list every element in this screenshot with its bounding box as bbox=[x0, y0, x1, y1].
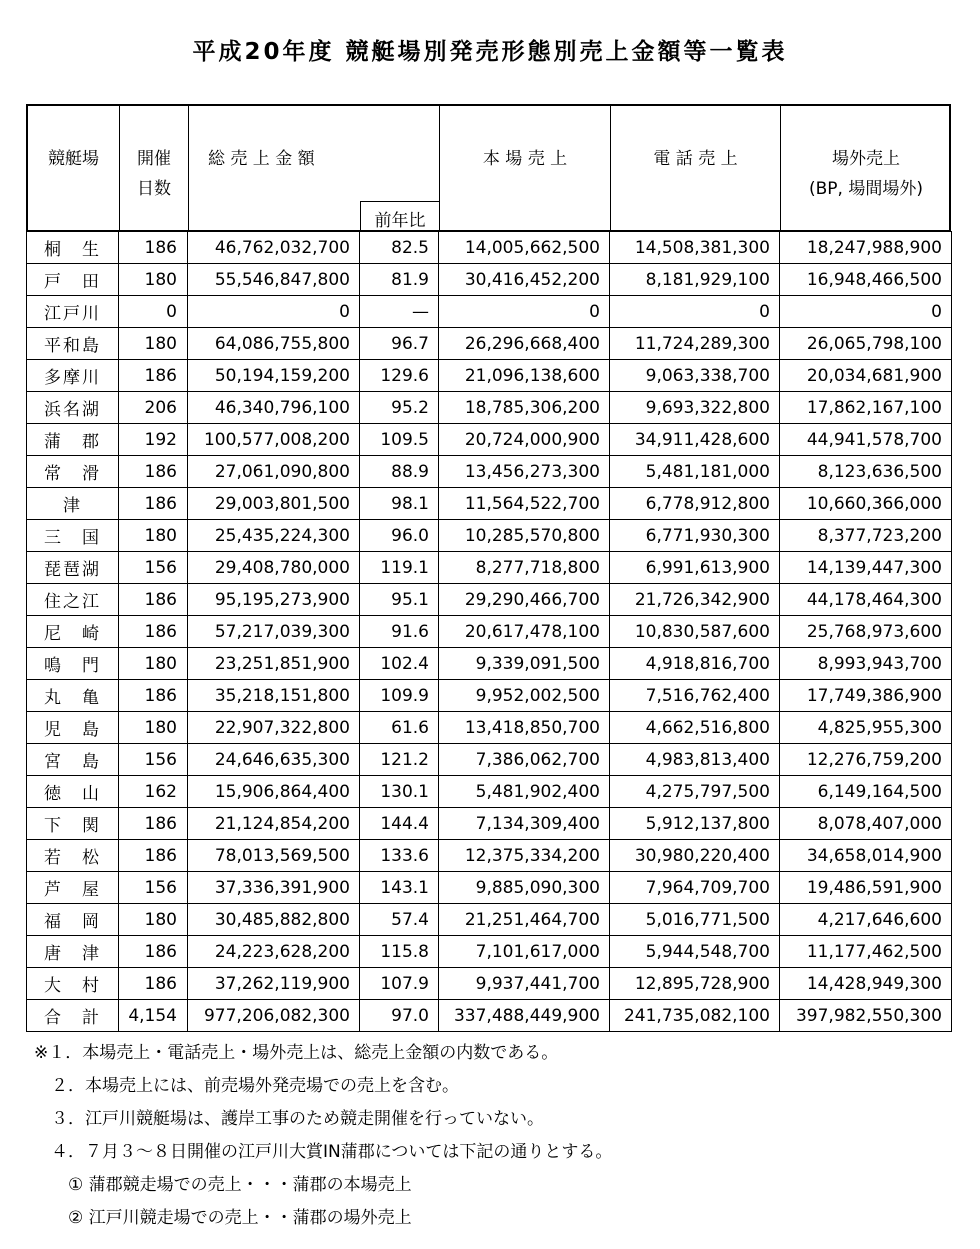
cell-days: 186 bbox=[119, 488, 188, 520]
header-off: 場外売上 bbox=[832, 149, 900, 169]
cell-phone: 8,181,929,100 bbox=[610, 264, 780, 296]
cell-days: 156 bbox=[119, 744, 188, 776]
cell-days: 156 bbox=[119, 552, 188, 584]
cell-off: 4,217,646,600 bbox=[780, 904, 952, 936]
cell-days: 156 bbox=[119, 872, 188, 904]
table-row bbox=[27, 936, 952, 968]
cell-off: 20,034,681,900 bbox=[780, 360, 952, 392]
cell-off: 44,941,578,700 bbox=[780, 424, 952, 456]
cell-off: 26,065,798,100 bbox=[780, 328, 952, 360]
total-row bbox=[27, 1000, 952, 1032]
footnotes bbox=[34, 1037, 612, 1235]
cell-main: 13,418,850,700 bbox=[439, 712, 610, 744]
cell-yoy: 102.4 bbox=[360, 648, 439, 680]
cell-total: 100,577,008,200 bbox=[188, 424, 360, 456]
cell-name: 尼 崎 bbox=[27, 616, 119, 648]
note-4-2: ② 江戸川競走場での売上・・蒲郡の場外売上 bbox=[34, 1208, 412, 1228]
table-row bbox=[27, 776, 952, 808]
cell-main: 21,251,464,700 bbox=[439, 904, 610, 936]
table-row bbox=[27, 680, 952, 712]
cell-days: 186 bbox=[119, 232, 188, 264]
table-row bbox=[27, 840, 952, 872]
cell-yoy: 109.9 bbox=[360, 680, 439, 712]
cell-total: 21,124,854,200 bbox=[188, 808, 360, 840]
cell-days: 186 bbox=[119, 360, 188, 392]
cell-days: 180 bbox=[119, 712, 188, 744]
cell-yoy: 95.1 bbox=[360, 584, 439, 616]
cell-off: 397,982,550,300 bbox=[780, 1000, 952, 1032]
header-days-2: 日数 bbox=[137, 179, 171, 199]
cell-days: 180 bbox=[119, 904, 188, 936]
cell-name: 宮 島 bbox=[27, 744, 119, 776]
cell-total: 25,435,224,300 bbox=[188, 520, 360, 552]
cell-total: 24,646,635,300 bbox=[188, 744, 360, 776]
cell-name: 住之江 bbox=[27, 584, 119, 616]
cell-phone: 30,980,220,400 bbox=[610, 840, 780, 872]
table-row bbox=[27, 360, 952, 392]
cell-phone: 5,481,181,000 bbox=[610, 456, 780, 488]
cell-total: 95,195,273,900 bbox=[188, 584, 360, 616]
cell-main: 11,564,522,700 bbox=[439, 488, 610, 520]
cell-yoy: 98.1 bbox=[360, 488, 439, 520]
cell-phone: 34,911,428,600 bbox=[610, 424, 780, 456]
table-row bbox=[27, 552, 952, 584]
cell-yoy: 133.6 bbox=[360, 840, 439, 872]
cell-phone: 4,918,816,700 bbox=[610, 648, 780, 680]
table-row bbox=[27, 968, 952, 1000]
cell-yoy: 88.9 bbox=[360, 456, 439, 488]
note-4-1: ① 蒲郡競走場での売上・・・蒲郡の本場売上 bbox=[34, 1175, 412, 1195]
cell-name: 平和島 bbox=[27, 328, 119, 360]
cell-days: 186 bbox=[119, 840, 188, 872]
note-3: ３．江戸川競艇場は、護岸工事のため競走開催を行っていない。 bbox=[34, 1109, 544, 1129]
cell-yoy: 109.5 bbox=[360, 424, 439, 456]
cell-total: 23,251,851,900 bbox=[188, 648, 360, 680]
cell-yoy: 144.4 bbox=[360, 808, 439, 840]
cell-days: 180 bbox=[119, 520, 188, 552]
cell-phone: 0 bbox=[610, 296, 780, 328]
cell-phone: 7,516,762,400 bbox=[610, 680, 780, 712]
cell-main: 30,416,452,200 bbox=[439, 264, 610, 296]
cell-total: 15,906,864,400 bbox=[188, 776, 360, 808]
header-phone: 電 話 売 上 bbox=[653, 149, 738, 169]
cell-off: 8,123,636,500 bbox=[780, 456, 952, 488]
cell-days: 186 bbox=[119, 808, 188, 840]
cell-main: 10,285,570,800 bbox=[439, 520, 610, 552]
cell-name: 芦 屋 bbox=[27, 872, 119, 904]
cell-off: 0 bbox=[780, 296, 952, 328]
cell-total: 0 bbox=[188, 296, 360, 328]
cell-total: 24,223,628,200 bbox=[188, 936, 360, 968]
sales-table bbox=[26, 231, 952, 1032]
cell-name: 大 村 bbox=[27, 968, 119, 1000]
cell-days: 186 bbox=[119, 584, 188, 616]
cell-main: 337,488,449,900 bbox=[439, 1000, 610, 1032]
cell-off: 8,078,407,000 bbox=[780, 808, 952, 840]
cell-yoy: 143.1 bbox=[360, 872, 439, 904]
cell-total: 78,013,569,500 bbox=[188, 840, 360, 872]
cell-name: 徳 山 bbox=[27, 776, 119, 808]
cell-main: 9,339,091,500 bbox=[439, 648, 610, 680]
cell-main: 7,101,617,000 bbox=[439, 936, 610, 968]
cell-name: 丸 亀 bbox=[27, 680, 119, 712]
cell-yoy: 96.0 bbox=[360, 520, 439, 552]
cell-yoy: 82.5 bbox=[360, 232, 439, 264]
cell-yoy: 115.8 bbox=[360, 936, 439, 968]
cell-yoy: 121.2 bbox=[360, 744, 439, 776]
cell-yoy: — bbox=[360, 296, 439, 328]
cell-name: 常 滑 bbox=[27, 456, 119, 488]
cell-name: 桐 生 bbox=[27, 232, 119, 264]
cell-main: 20,617,478,100 bbox=[439, 616, 610, 648]
cell-total: 27,061,090,800 bbox=[188, 456, 360, 488]
cell-phone: 241,735,082,100 bbox=[610, 1000, 780, 1032]
cell-days: 180 bbox=[119, 264, 188, 296]
cell-off: 14,428,949,300 bbox=[780, 968, 952, 1000]
cell-main: 9,885,090,300 bbox=[439, 872, 610, 904]
cell-yoy: 119.1 bbox=[360, 552, 439, 584]
cell-phone: 6,778,912,800 bbox=[610, 488, 780, 520]
cell-yoy: 61.6 bbox=[360, 712, 439, 744]
cell-name: 福 岡 bbox=[27, 904, 119, 936]
cell-off: 44,178,464,300 bbox=[780, 584, 952, 616]
note-4: ４．７月３～８日開催の江戸川大賞IN蒲郡については下記の通りとする。 bbox=[34, 1142, 613, 1162]
cell-yoy: 96.7 bbox=[360, 328, 439, 360]
cell-name: 浜名湖 bbox=[27, 392, 119, 424]
cell-off: 10,660,366,000 bbox=[780, 488, 952, 520]
cell-yoy: 97.0 bbox=[360, 1000, 439, 1032]
cell-total: 57,217,039,300 bbox=[188, 616, 360, 648]
cell-main: 8,277,718,800 bbox=[439, 552, 610, 584]
cell-days: 206 bbox=[119, 392, 188, 424]
note-2: ２．本場売上には、前売場外発売場での売上を含む。 bbox=[34, 1076, 459, 1096]
table-row bbox=[27, 232, 952, 264]
table-row bbox=[27, 456, 952, 488]
cell-days: 162 bbox=[119, 776, 188, 808]
cell-total: 29,003,801,500 bbox=[188, 488, 360, 520]
cell-off: 18,247,988,900 bbox=[780, 232, 952, 264]
cell-main: 14,005,662,500 bbox=[439, 232, 610, 264]
cell-off: 8,993,943,700 bbox=[780, 648, 952, 680]
cell-name: 蒲 郡 bbox=[27, 424, 119, 456]
cell-total: 50,194,159,200 bbox=[188, 360, 360, 392]
cell-phone: 9,693,322,800 bbox=[610, 392, 780, 424]
cell-total: 46,762,032,700 bbox=[188, 232, 360, 264]
cell-main: 7,386,062,700 bbox=[439, 744, 610, 776]
cell-total: 29,408,780,000 bbox=[188, 552, 360, 584]
cell-phone: 6,991,613,900 bbox=[610, 552, 780, 584]
cell-total: 37,262,119,900 bbox=[188, 968, 360, 1000]
cell-days: 4,154 bbox=[119, 1000, 188, 1032]
table-row bbox=[27, 520, 952, 552]
cell-main: 9,937,441,700 bbox=[439, 968, 610, 1000]
cell-off: 11,177,462,500 bbox=[780, 936, 952, 968]
cell-phone: 12,895,728,900 bbox=[610, 968, 780, 1000]
cell-name: 琵琶湖 bbox=[27, 552, 119, 584]
cell-total: 55,546,847,800 bbox=[188, 264, 360, 296]
table-row bbox=[27, 808, 952, 840]
cell-main: 9,952,002,500 bbox=[439, 680, 610, 712]
cell-days: 192 bbox=[119, 424, 188, 456]
cell-total: 977,206,082,300 bbox=[188, 1000, 360, 1032]
cell-total: 46,340,796,100 bbox=[188, 392, 360, 424]
page-title: 平成20年度 競艇場別発売形態別売上金額等一覧表 bbox=[192, 39, 788, 65]
cell-name: 鳴 門 bbox=[27, 648, 119, 680]
table-row bbox=[27, 712, 952, 744]
cell-name: 児 島 bbox=[27, 712, 119, 744]
table-row bbox=[27, 872, 952, 904]
cell-total: 64,086,755,800 bbox=[188, 328, 360, 360]
table-row bbox=[27, 328, 952, 360]
header-main: 本 場 売 上 bbox=[482, 149, 568, 169]
cell-days: 186 bbox=[119, 680, 188, 712]
table-row bbox=[27, 296, 952, 328]
cell-name: 津 bbox=[27, 488, 119, 520]
table-row bbox=[27, 648, 952, 680]
cell-total: 22,907,322,800 bbox=[188, 712, 360, 744]
cell-phone: 4,983,813,400 bbox=[610, 744, 780, 776]
cell-off: 17,749,386,900 bbox=[780, 680, 952, 712]
cell-phone: 5,944,548,700 bbox=[610, 936, 780, 968]
header-off-sub: (BP, 場間場外) bbox=[809, 179, 923, 199]
cell-main: 21,096,138,600 bbox=[439, 360, 610, 392]
cell-phone: 11,724,289,300 bbox=[610, 328, 780, 360]
cell-main: 13,456,273,300 bbox=[439, 456, 610, 488]
cell-off: 6,149,164,500 bbox=[780, 776, 952, 808]
cell-yoy: 81.9 bbox=[360, 264, 439, 296]
cell-name: 合 計 bbox=[27, 1000, 119, 1032]
table-row bbox=[27, 392, 952, 424]
cell-days: 186 bbox=[119, 616, 188, 648]
cell-phone: 4,662,516,800 bbox=[610, 712, 780, 744]
cell-main: 7,134,309,400 bbox=[439, 808, 610, 840]
table-row bbox=[27, 488, 952, 520]
cell-name: 多摩川 bbox=[27, 360, 119, 392]
cell-phone: 7,964,709,700 bbox=[610, 872, 780, 904]
cell-days: 0 bbox=[119, 296, 188, 328]
cell-main: 20,724,000,900 bbox=[439, 424, 610, 456]
cell-days: 186 bbox=[119, 968, 188, 1000]
cell-off: 4,825,955,300 bbox=[780, 712, 952, 744]
cell-off: 34,658,014,900 bbox=[780, 840, 952, 872]
cell-off: 14,139,447,300 bbox=[780, 552, 952, 584]
cell-days: 180 bbox=[119, 328, 188, 360]
cell-phone: 14,508,381,300 bbox=[610, 232, 780, 264]
cell-yoy: 129.6 bbox=[360, 360, 439, 392]
cell-off: 19,486,591,900 bbox=[780, 872, 952, 904]
table-row bbox=[27, 904, 952, 936]
cell-yoy: 130.1 bbox=[360, 776, 439, 808]
cell-yoy: 107.9 bbox=[360, 968, 439, 1000]
table-header bbox=[26, 104, 951, 232]
table-row bbox=[27, 264, 952, 296]
cell-main: 29,290,466,700 bbox=[439, 584, 610, 616]
cell-main: 5,481,902,400 bbox=[439, 776, 610, 808]
cell-yoy: 57.4 bbox=[360, 904, 439, 936]
cell-phone: 9,063,338,700 bbox=[610, 360, 780, 392]
cell-main: 12,375,334,200 bbox=[439, 840, 610, 872]
cell-off: 8,377,723,200 bbox=[780, 520, 952, 552]
cell-phone: 6,771,930,300 bbox=[610, 520, 780, 552]
cell-phone: 21,726,342,900 bbox=[610, 584, 780, 616]
cell-name: 下 関 bbox=[27, 808, 119, 840]
cell-name: 若 松 bbox=[27, 840, 119, 872]
note-1: ※１．本場売上・電話売上・場外売上は、総売上金額の内数である。 bbox=[34, 1043, 559, 1063]
cell-days: 180 bbox=[119, 648, 188, 680]
cell-phone: 5,016,771,500 bbox=[610, 904, 780, 936]
cell-main: 26,296,668,400 bbox=[439, 328, 610, 360]
cell-yoy: 91.6 bbox=[360, 616, 439, 648]
header-venue: 競艇場 bbox=[48, 149, 99, 169]
cell-phone: 4,275,797,500 bbox=[610, 776, 780, 808]
cell-main: 18,785,306,200 bbox=[439, 392, 610, 424]
cell-main: 0 bbox=[439, 296, 610, 328]
cell-phone: 5,912,137,800 bbox=[610, 808, 780, 840]
cell-days: 186 bbox=[119, 456, 188, 488]
cell-name: 三 国 bbox=[27, 520, 119, 552]
header-total: 総 売 上 金 額 bbox=[208, 149, 315, 169]
cell-phone: 10,830,587,600 bbox=[610, 616, 780, 648]
cell-days: 186 bbox=[119, 936, 188, 968]
cell-name: 戸 田 bbox=[27, 264, 119, 296]
cell-total: 37,336,391,900 bbox=[188, 872, 360, 904]
cell-yoy: 95.2 bbox=[360, 392, 439, 424]
cell-off: 12,276,759,200 bbox=[780, 744, 952, 776]
table-row bbox=[27, 424, 952, 456]
table-row bbox=[27, 584, 952, 616]
table-row bbox=[27, 616, 952, 648]
cell-name: 江戸川 bbox=[27, 296, 119, 328]
cell-total: 35,218,151,800 bbox=[188, 680, 360, 712]
cell-total: 30,485,882,800 bbox=[188, 904, 360, 936]
header-yoy: 前年比 bbox=[374, 211, 426, 231]
table-row bbox=[27, 744, 952, 776]
cell-name: 唐 津 bbox=[27, 936, 119, 968]
cell-off: 16,948,466,500 bbox=[780, 264, 952, 296]
header-days-1: 開催 bbox=[137, 149, 171, 169]
cell-off: 17,862,167,100 bbox=[780, 392, 952, 424]
cell-off: 25,768,973,600 bbox=[780, 616, 952, 648]
